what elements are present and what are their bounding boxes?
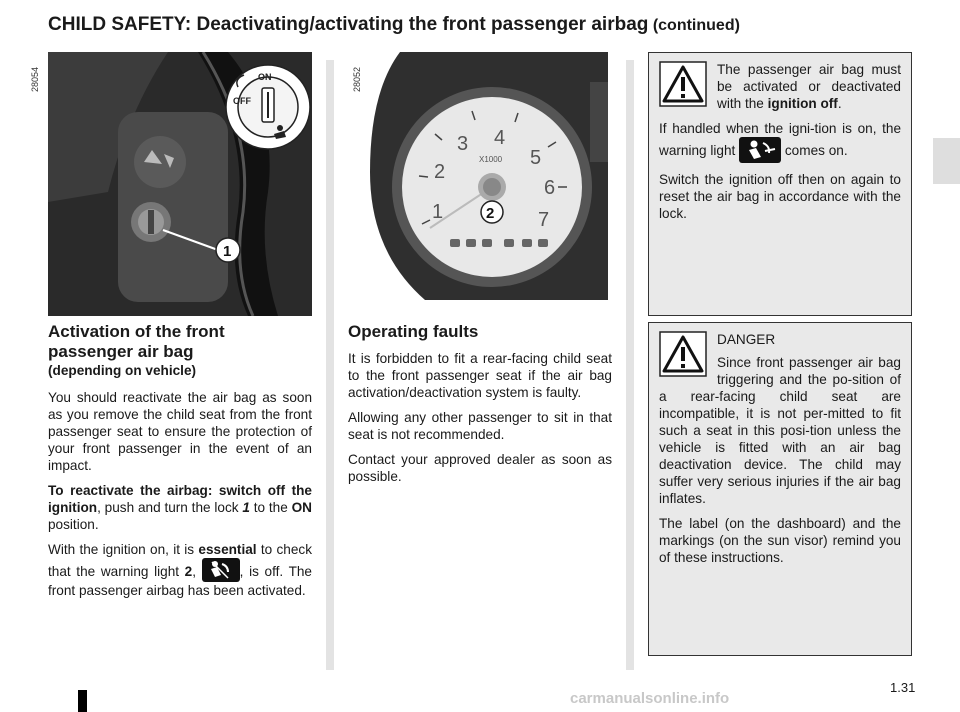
column-divider-right: [626, 60, 634, 670]
column-divider-left: [326, 60, 334, 670]
watermark: carmanualsonline.info: [570, 690, 730, 707]
switch-on-label: ON: [258, 72, 272, 82]
gauge-number-2: 2: [434, 161, 446, 183]
page-edge-mark: [78, 690, 87, 712]
operating-faults-section: [348, 322, 612, 493]
photo-ref-right: 28052: [352, 66, 362, 92]
activation-paragraph-3: With the ignition on, it is essential to check that the warning light 2, , is off. The front passenger airbag has been activated.: [48, 542, 312, 598]
airbag-off-light-icon: [739, 137, 781, 163]
activation-section: [48, 322, 312, 607]
faults-paragraph-3: Contact your approved dealer as soon as possible.: [348, 452, 612, 484]
chapter-tab: [933, 138, 960, 184]
callout-2: 2: [486, 205, 495, 222]
switch-off-label: OFF: [233, 96, 251, 106]
danger-paragraph-2: The label (on the dashboard) and the markings (on the sun visor) remind you of these instructions.: [659, 516, 901, 565]
photo-ref-left: 28054: [30, 66, 40, 92]
airbag-switch-photo: [48, 52, 312, 316]
gauge-number-5: 5: [530, 147, 542, 169]
activation-subheading: (depending on vehicle): [48, 363, 197, 378]
gauge-number-7: 7: [538, 209, 550, 231]
ignition-warning-box: [648, 52, 912, 316]
activation-paragraph-2: To reactivate the airbag: switch off the ignition, push and turn the lock 1 to the ON position.: [48, 483, 312, 532]
gauge-number-4: 4: [494, 127, 506, 149]
danger-triangle-icon: [659, 331, 707, 377]
page-number: 1.31: [890, 680, 916, 695]
box1-paragraph-3: Switch the ignition off then on again to reset the air bag in accordance with the lock.: [659, 172, 901, 221]
instrument-gauge-photo: [370, 52, 608, 300]
danger-box: [648, 322, 912, 656]
airbag-warning-light-icon: [202, 558, 240, 582]
gauge-number-3: 3: [457, 133, 469, 155]
activation-paragraph-1: You should reactivate the air bag as soon as you remove the child seat from the front passenger seat to ensure the protection of your front passenger in the event of an impact.: [48, 390, 312, 473]
callout-1: 1: [223, 243, 232, 260]
page-title: CHILD SAFETY: Deactivating/activating the front passenger airbag (continued): [48, 14, 740, 35]
activation-heading: Activation of the front passenger air bag: [48, 322, 225, 361]
gauge-number-6: 6: [544, 177, 556, 199]
box1-paragraph-1: The passenger air bag must be activated or deactivated with the ignition off.: [717, 62, 901, 111]
box1-paragraph-2: If handled when the igni-tion is on, the warning light comes on.: [659, 120, 901, 163]
warning-triangle-icon: [659, 61, 707, 107]
gauge-number-1: 1: [432, 201, 444, 223]
operating-faults-heading: Operating faults: [348, 322, 479, 341]
faults-paragraph-1: It is forbidden to fit a rear-facing child seat to the front passenger seat if the air bag activation/deactivation system is faulty.: [348, 351, 612, 400]
gauge-unit: X1000: [479, 155, 503, 164]
faults-paragraph-2: Allowing any other passenger to sit in that seat is not recommended.: [348, 410, 612, 442]
danger-paragraph-1: Since front passenger air bag triggering and the po-sition of a rear-facing child seat are incompatible, it is not per-mitted to fit such a seat in this posi-tion unless the vehicle is fitted with an air bag deactivation device. The child may suffer very serious injuries if the air bag inflates.: [659, 355, 901, 506]
danger-title: DANGER: [717, 332, 776, 347]
